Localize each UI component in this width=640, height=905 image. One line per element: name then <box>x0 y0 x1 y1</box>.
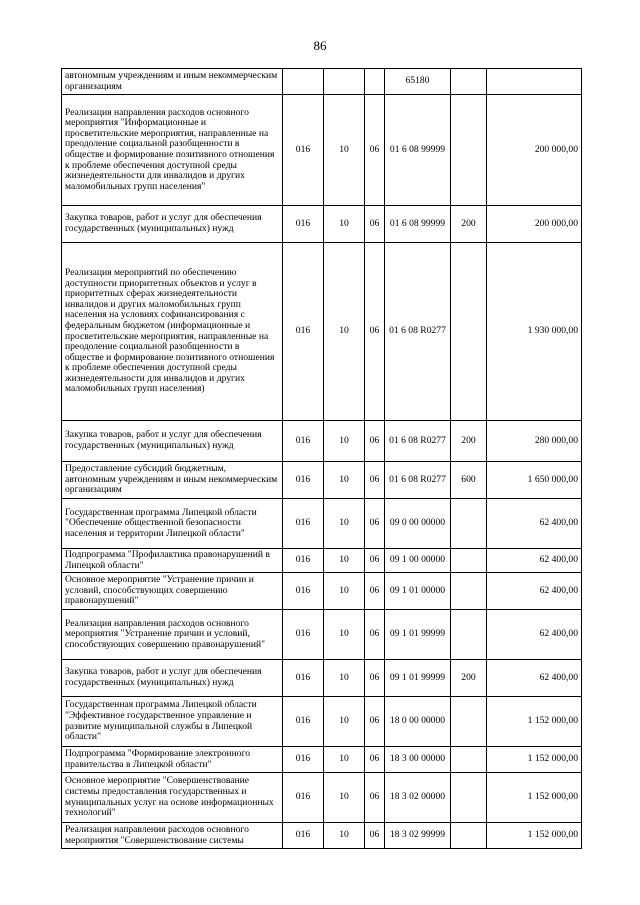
budget-table <box>61 68 582 849</box>
target-article-code: 01 6 08 R0277 <box>385 421 451 462</box>
expense-type-code <box>451 95 487 206</box>
table-row <box>62 421 582 462</box>
section-code: 10 <box>324 610 365 660</box>
subsection-code: 06 <box>365 95 385 206</box>
target-article-code: 18 3 00 00000 <box>385 747 451 773</box>
expense-type-code <box>451 747 487 773</box>
target-article-code: 09 1 01 99999 <box>385 610 451 660</box>
expense-type-code <box>451 573 487 610</box>
amount: 62 400,00 <box>487 573 582 610</box>
amount: 62 400,00 <box>487 499 582 549</box>
target-article-code: 18 3 02 00000 <box>385 773 451 823</box>
amount: 200 000,00 <box>487 206 582 243</box>
row-name: Реализация мероприятий по обеспечению доступности приоритетных объектов и услуг в приоритетных сферах жизнедеятельности инвалидов и других маломобильных групп населения на условиях софинансирования с федеральным бюджетом (информационные и просветительские мероприятия, направленные на преодоление социальной разобщенности в обществе и формирование позитивного отношения к проблеме обеспечения доступной среды жизнедеятельности для инвалидов и других маломобильных групп населения) <box>62 243 283 421</box>
subsection-code <box>365 69 385 95</box>
row-name: Реализация направления расходов основного мероприятия "Информационные и просветительские мероприятия, направленные на преодоление социальной разобщенности в обществе и формирование позитивного отношения к проблеме обеспечения доступной среды жизнедеятельности для инвалидов и других маломобильных групп населения" <box>62 95 283 206</box>
admin-code: 016 <box>283 573 324 610</box>
admin-code: 016 <box>283 549 324 573</box>
expense-type-code <box>451 243 487 421</box>
admin-code: 016 <box>283 660 324 697</box>
amount: 1 152 000,00 <box>487 747 582 773</box>
admin-code: 016 <box>283 610 324 660</box>
table-row <box>62 823 582 849</box>
table-row <box>62 95 582 206</box>
amount: 1 152 000,00 <box>487 773 582 823</box>
subsection-code: 06 <box>365 421 385 462</box>
section-code <box>324 69 365 95</box>
expense-type-code <box>451 610 487 660</box>
row-name: Реализация направления расходов основного мероприятия "Совершенствование системы <box>62 823 283 849</box>
row-name: Подпрограмма "Профилактика правонарушений в Липецкой области" <box>62 549 283 573</box>
amount: 280 000,00 <box>487 421 582 462</box>
section-code: 10 <box>324 206 365 243</box>
section-code: 10 <box>324 747 365 773</box>
row-name: Основное мероприятие "Устранение причин и условий, способствующих совершению правонарушений" <box>62 573 283 610</box>
section-code: 10 <box>324 697 365 747</box>
target-article-code: 18 3 02 99999 <box>385 823 451 849</box>
amount: 62 400,00 <box>487 660 582 697</box>
target-article-code: 18 0 00 00000 <box>385 697 451 747</box>
admin-code: 016 <box>283 823 324 849</box>
page-number: 86 <box>313 38 327 53</box>
target-article-code: 09 0 00 00000 <box>385 499 451 549</box>
expense-type-code <box>451 823 487 849</box>
table-row <box>62 549 582 573</box>
subsection-code: 06 <box>365 206 385 243</box>
section-code: 10 <box>324 773 365 823</box>
row-name: Предоставление субсидий бюджетным, автономным учреждениям и иным некоммерческим организациям <box>62 462 283 499</box>
row-name: Государственная программа Липецкой области "Обеспечение общественной безопасности населения и территории Липецкой области" <box>62 499 283 549</box>
table-row <box>62 697 582 747</box>
target-article-code: 09 1 00 00000 <box>385 549 451 573</box>
row-name: Закупка товаров, работ и услуг для обеспечения государственных (муниципальных) нужд <box>62 206 283 243</box>
expense-type-code <box>451 499 487 549</box>
section-code: 10 <box>324 823 365 849</box>
table-row <box>62 206 582 243</box>
target-article-code: 01 6 08 99999 <box>385 206 451 243</box>
expense-type-code: 200 <box>451 206 487 243</box>
expense-type-code <box>451 697 487 747</box>
target-article-code: 09 1 01 99999 <box>385 660 451 697</box>
admin-code: 016 <box>283 421 324 462</box>
table-row <box>62 573 582 610</box>
row-name: Закупка товаров, работ и услуг для обеспечения государственных (муниципальных) нужд <box>62 421 283 462</box>
amount: 62 400,00 <box>487 549 582 573</box>
section-code: 10 <box>324 243 365 421</box>
target-article-code: 01 6 08 R0277 <box>385 462 451 499</box>
section-code: 10 <box>324 462 365 499</box>
section-code: 10 <box>324 421 365 462</box>
amount: 1 152 000,00 <box>487 697 582 747</box>
admin-code <box>283 69 324 95</box>
subsection-code: 06 <box>365 499 385 549</box>
row-name: автономным учреждениям и иным некоммерческим организациям <box>62 69 283 95</box>
target-article-code: 01 6 08 99999 <box>385 95 451 206</box>
amount: 62 400,00 <box>487 610 582 660</box>
section-code: 10 <box>324 549 365 573</box>
table-row <box>62 462 582 499</box>
section-code: 10 <box>324 660 365 697</box>
subsection-code: 06 <box>365 823 385 849</box>
amount: 1 152 000,00 <box>487 823 582 849</box>
subsection-code: 06 <box>365 549 385 573</box>
amount: 1 930 000,00 <box>487 243 582 421</box>
subsection-code: 06 <box>365 610 385 660</box>
subsection-code: 06 <box>365 773 385 823</box>
admin-code: 016 <box>283 773 324 823</box>
section-code: 10 <box>324 499 365 549</box>
table-row <box>62 660 582 697</box>
expense-type-code <box>451 549 487 573</box>
admin-code: 016 <box>283 206 324 243</box>
amount: 1 650 000,00 <box>487 462 582 499</box>
table-row <box>62 69 582 95</box>
target-article-code: 01 6 08 R0277 <box>385 243 451 421</box>
subsection-code: 06 <box>365 573 385 610</box>
expense-type-code <box>451 69 487 95</box>
table-row <box>62 610 582 660</box>
row-name: Основное мероприятие "Совершенствование системы предоставления государственных и муниципальных услуг на основе информационных технологий" <box>62 773 283 823</box>
row-name: Закупка товаров, работ и услуг для обеспечения государственных (муниципальных) нужд <box>62 660 283 697</box>
expense-type-code <box>451 773 487 823</box>
row-name: Реализация направления расходов основного мероприятия "Устранение причин и условий, способствующих совершению правонарушений" <box>62 610 283 660</box>
row-name: Подпрограмма "Формирование электронного правительства в Липецкой области" <box>62 747 283 773</box>
section-code: 10 <box>324 95 365 206</box>
admin-code: 016 <box>283 95 324 206</box>
target-article-code: 09 1 01 00000 <box>385 573 451 610</box>
admin-code: 016 <box>283 747 324 773</box>
amount: 200 000,00 <box>487 95 582 206</box>
admin-code: 016 <box>283 499 324 549</box>
expense-type-code: 600 <box>451 462 487 499</box>
subsection-code: 06 <box>365 660 385 697</box>
subsection-code: 06 <box>365 747 385 773</box>
row-name: Государственная программа Липецкой области "Эффективное государственное управление и развитие муниципальной службы в Липецкой области" <box>62 697 283 747</box>
subsection-code: 06 <box>365 243 385 421</box>
admin-code: 016 <box>283 462 324 499</box>
section-code: 10 <box>324 573 365 610</box>
admin-code: 016 <box>283 697 324 747</box>
table-row <box>62 747 582 773</box>
table-row <box>62 243 582 421</box>
target-article-code: 65180 <box>385 69 451 95</box>
subsection-code: 06 <box>365 697 385 747</box>
expense-type-code: 200 <box>451 421 487 462</box>
expense-type-code: 200 <box>451 660 487 697</box>
subsection-code: 06 <box>365 462 385 499</box>
admin-code: 016 <box>283 243 324 421</box>
table-row <box>62 773 582 823</box>
amount <box>487 69 582 95</box>
table-row <box>62 499 582 549</box>
